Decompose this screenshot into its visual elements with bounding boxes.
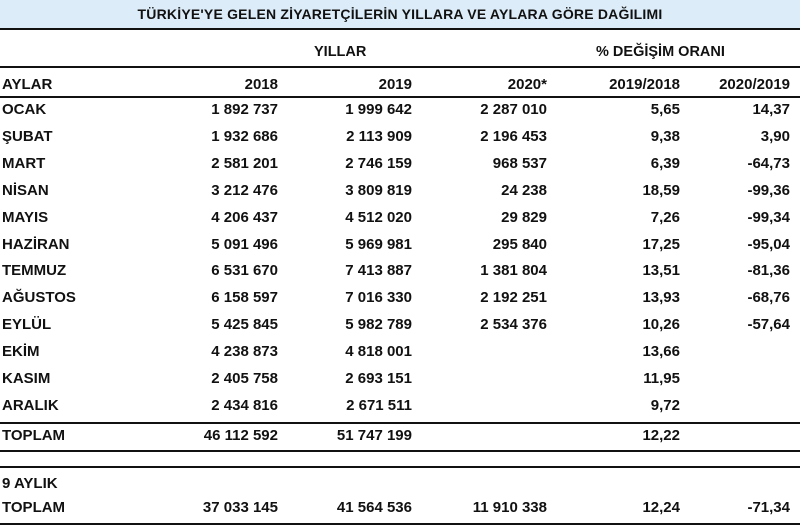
change-2019-2018: 9,72 (650, 396, 680, 414)
change-2019-2018: 13,93 (642, 289, 680, 307)
total-change-2019-2018: 12,22 (642, 427, 680, 444)
table-row (0, 340, 800, 366)
nine-month-change-2019-2018: 12,24 (642, 499, 680, 516)
divider (0, 466, 800, 468)
value-2018: 1 892 737 (211, 101, 278, 118)
change-2019-2018: 11,95 (643, 370, 680, 387)
value-2019: 2 693 151 (345, 370, 412, 387)
change-2020-2019: -57,64 (747, 316, 790, 334)
value-2019: 7 016 330 (345, 289, 412, 307)
month-label: EYLÜL (2, 316, 52, 334)
change-2019-2018: 7,26 (650, 208, 680, 226)
table-title: TÜRKİYE'YE GELEN ZİYARETÇİLERİN YILLARA VE AYLARA GÖRE DAĞILIMI (0, 0, 800, 30)
value-2018: 6 531 670 (211, 262, 278, 280)
value-2019: 1 999 642 (345, 101, 412, 118)
value-2020: 295 840 (492, 235, 547, 253)
table-row (0, 259, 800, 285)
change-2020-2019: -64,73 (747, 154, 790, 172)
value-2019: 5 982 789 (345, 316, 412, 334)
month-label: KASIM (2, 370, 51, 387)
change-2020-2019: -68,76 (747, 289, 790, 307)
value-2020: 2 534 376 (480, 316, 547, 334)
nine-month-change-2020-2019: -71,34 (747, 499, 790, 516)
month-label: HAZİRAN (2, 235, 70, 253)
change-2019-2018: 17,25 (642, 235, 680, 253)
table-row (0, 206, 800, 232)
value-2020: 2 192 251 (480, 289, 547, 307)
change-2019-2018: 10,26 (642, 316, 680, 334)
value-2018: 5 425 845 (211, 316, 278, 334)
change-2020-2019: -95,04 (747, 235, 790, 253)
month-label: ŞUBAT (2, 127, 53, 145)
change-2020-2019: -81,36 (747, 262, 790, 280)
table-row (0, 233, 800, 259)
value-2018: 6 158 597 (211, 289, 278, 307)
month-label: MAYIS (2, 208, 49, 226)
column-header-change-2019-2018: 2019/2018 (609, 76, 680, 93)
group-header-years: YILLAR (314, 44, 367, 60)
value-2019: 2 671 511 (346, 396, 412, 414)
group-header-change: % DEĞİŞİM ORANI (596, 44, 725, 60)
column-header-2018: 2018 (244, 76, 278, 93)
change-2019-2018: 18,59 (642, 181, 680, 199)
value-2018: 4 206 437 (211, 208, 278, 226)
table-row (0, 125, 800, 151)
month-label: TEMMUZ (2, 262, 67, 280)
change-2019-2018: 9,38 (650, 127, 680, 145)
column-header-2020: 2020* (507, 76, 547, 93)
table-row (0, 313, 800, 339)
month-label: MART (2, 154, 46, 172)
divider (0, 66, 800, 68)
change-2019-2018: 6,39 (650, 154, 680, 172)
value-2019: 4 512 020 (345, 208, 412, 226)
value-2019: 4 818 001 (345, 343, 412, 361)
value-2018: 1 932 686 (211, 127, 278, 145)
total-label: TOPLAM (2, 427, 66, 444)
change-2020-2019: -99,36 (747, 181, 790, 199)
nine-month-2020: 11 910 338 (472, 499, 547, 516)
value-2019: 3 809 819 (345, 181, 412, 199)
column-header-months: AYLAR (2, 76, 53, 93)
value-2019: 2 746 159 (345, 154, 412, 172)
total-row (0, 424, 800, 450)
nine-month-2019: 41 564 536 (336, 499, 412, 516)
value-2019: 5 969 981 (345, 235, 412, 253)
divider (0, 523, 800, 525)
month-label: NİSAN (2, 181, 49, 199)
table-row (0, 98, 800, 124)
value-2018: 4 238 873 (211, 343, 278, 361)
value-2020: 24 238 (501, 181, 547, 199)
change-2019-2018: 13,51 (642, 262, 680, 280)
table-row (0, 367, 800, 393)
value-2020: 2 287 010 (480, 101, 547, 118)
total-2019: 51 747 199 (336, 427, 412, 444)
column-header-row (0, 74, 800, 96)
value-2018: 2 405 758 (211, 370, 278, 387)
value-2020: 2 196 453 (480, 127, 547, 145)
table-row (0, 286, 800, 312)
nine-month-label-line1: 9 AYLIK (2, 475, 58, 492)
table-row (0, 152, 800, 178)
table-row (0, 179, 800, 205)
value-2018: 2 434 816 (211, 396, 278, 414)
month-label: EKİM (2, 343, 40, 361)
value-2018: 3 212 476 (211, 181, 278, 199)
month-label: ARALIK (2, 396, 59, 414)
nine-month-label-line2: TOPLAM (2, 499, 66, 516)
month-label: OCAK (2, 101, 47, 118)
column-header-2019: 2019 (378, 76, 412, 93)
table-row (0, 394, 800, 420)
value-2020: 968 537 (492, 154, 547, 172)
value-2018: 2 581 201 (211, 154, 278, 172)
change-2020-2019: -99,34 (747, 208, 790, 226)
value-2020: 29 829 (501, 208, 547, 226)
value-2018: 5 091 496 (211, 235, 278, 253)
column-header-change-2020-2019: 2020/2019 (719, 76, 790, 93)
total-2018: 46 112 592 (203, 427, 278, 444)
nine-month-2018: 37 033 145 (202, 499, 278, 516)
change-2020-2019: 14,37 (752, 101, 790, 118)
value-2019: 2 113 909 (346, 127, 412, 145)
value-2019: 7 413 887 (345, 262, 412, 280)
change-2019-2018: 5,65 (650, 101, 680, 118)
value-2020: 1 381 804 (480, 262, 547, 280)
change-2019-2018: 13,66 (642, 343, 680, 361)
nine-month-total-row (0, 475, 800, 521)
divider (0, 450, 800, 452)
month-label: AĞUSTOS (2, 289, 76, 307)
change-2020-2019: 3,90 (760, 127, 790, 145)
